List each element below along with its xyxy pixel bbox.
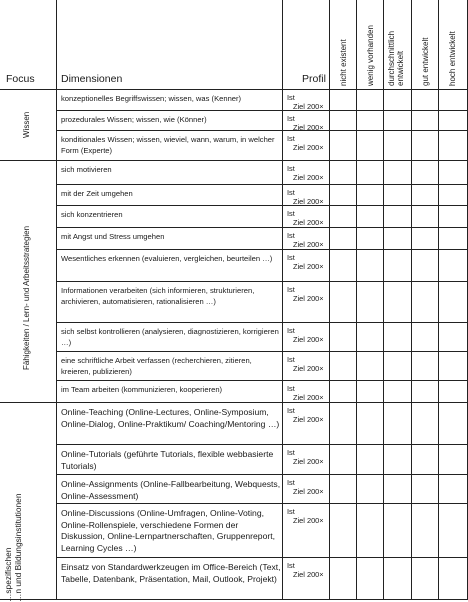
rating-cell[interactable]: [384, 161, 412, 185]
dimension-text: Informationen verarbeiten (sich informieren, strukturieren, archivieren, automatisieren, rationalisieren …): [61, 286, 255, 306]
rating-cell[interactable]: [384, 504, 412, 558]
profile-ziel: Ziel 200×: [293, 570, 324, 579]
dimension-text: Einsatz von Standardwerkzeugen im Office-Bereich (Text, Tabelle, Datenbank, Präsentation, Mail, Outlook, Projekt): [61, 562, 281, 584]
rating-cell[interactable]: [357, 161, 384, 185]
rating-cell[interactable]: [330, 445, 357, 475]
rating-cell[interactable]: [384, 323, 412, 352]
rating-cell[interactable]: [357, 475, 384, 504]
rating-cell[interactable]: [357, 558, 384, 600]
profile-ist: Ist: [287, 561, 295, 570]
header-level-label: durchschnittlich entwickelt: [387, 30, 405, 86]
header-focus: Focus: [6, 73, 35, 85]
rating-cell[interactable]: [439, 504, 468, 558]
dimension-text: Online-Teaching (Online-Lectures, Online-Symposium, Online-Dialog, Online-Praktikum/ Coaching/Mentoring …): [61, 407, 280, 429]
profile-labels: [287, 134, 324, 152]
dimension-text: Online-Discussions (Online-Umfragen, Online-Voting, Online-Rollenspiele, verschiedene Formen der Diskussion, Online-Lernpartnerschaften, Gruppenreport, Learning Cycles …): [61, 508, 276, 553]
rating-cell[interactable]: [412, 111, 439, 131]
header-profil: Profil: [302, 73, 326, 85]
profile-labels: [287, 164, 324, 182]
header-level-label: gut entwickelt: [421, 37, 430, 86]
rating-cell[interactable]: [384, 206, 412, 228]
rating-cell[interactable]: [439, 403, 468, 445]
rating-cell[interactable]: [330, 323, 357, 352]
rating-cell[interactable]: [439, 185, 468, 206]
rating-cell[interactable]: [384, 282, 412, 323]
dimension-text: mit der Zeit umgehen: [61, 189, 133, 198]
profile-ziel: Ziel 200×: [293, 102, 324, 111]
rating-cell[interactable]: [439, 445, 468, 475]
rating-cell[interactable]: [357, 206, 384, 228]
rating-cell[interactable]: [384, 381, 412, 403]
profile-ist: Ist: [287, 384, 295, 393]
rating-cell[interactable]: [330, 403, 357, 445]
rating-cell[interactable]: [412, 403, 439, 445]
rating-cell[interactable]: [330, 504, 357, 558]
rating-cell[interactable]: [357, 90, 384, 111]
profile-labels: [287, 561, 324, 579]
rating-cell[interactable]: [330, 90, 357, 111]
focus-group-label: …spezifischen …n und Bildungsinstitutionen: [3, 493, 23, 602]
rating-cell[interactable]: [439, 323, 468, 352]
rating-cell[interactable]: [439, 381, 468, 403]
rating-cell[interactable]: [412, 504, 439, 558]
dimension-text: Online-Assignments (Online-Fallbearbeitung, Webquests, Online-Assessment): [61, 479, 281, 501]
dimension-text: konzeptionelles Begriffswissen; wissen, was (Kenner): [61, 94, 242, 103]
rating-cell[interactable]: [384, 111, 412, 131]
rating-cell[interactable]: [384, 403, 412, 445]
profile-ziel: Ziel 200×: [293, 393, 324, 402]
profile-labels: [287, 253, 324, 271]
rating-cell[interactable]: [330, 228, 357, 250]
profile-ziel: Ziel 200×: [293, 516, 324, 525]
rating-cell[interactable]: [330, 282, 357, 323]
rating-cell[interactable]: [330, 558, 357, 600]
rating-cell[interactable]: [357, 504, 384, 558]
profile-ist: Ist: [287, 134, 295, 143]
rating-cell[interactable]: [412, 90, 439, 111]
profile-ist: Ist: [287, 253, 295, 262]
rating-cell[interactable]: [384, 131, 412, 161]
profile-labels: [287, 285, 324, 303]
rating-cell[interactable]: [330, 475, 357, 504]
rating-cell[interactable]: [357, 352, 384, 381]
rating-cell[interactable]: [412, 352, 439, 381]
rating-cell[interactable]: [330, 161, 357, 185]
rating-cell[interactable]: [439, 228, 468, 250]
rating-cell[interactable]: [384, 475, 412, 504]
dimension-text: eine schriftliche Arbeit verfassen (recherchieren, zitieren, kreieren, publizieren): [61, 356, 252, 376]
rating-cell[interactable]: [439, 206, 468, 228]
rating-cell[interactable]: [412, 381, 439, 403]
dimension-text: im Team arbeiten (kommunizieren, kooperieren): [61, 385, 223, 394]
rating-cell[interactable]: [412, 558, 439, 600]
profile-labels: [287, 507, 324, 525]
rating-cell[interactable]: [439, 475, 468, 504]
profile-labels: [287, 326, 324, 344]
profile-ist: Ist: [287, 406, 295, 415]
profile-labels: [287, 406, 324, 424]
rating-cell[interactable]: [357, 282, 384, 323]
profile-labels: [287, 355, 324, 373]
rating-cell[interactable]: [439, 111, 468, 131]
rating-cell[interactable]: [412, 161, 439, 185]
profile-ziel: Ziel 200×: [293, 240, 324, 249]
rating-cell[interactable]: [357, 445, 384, 475]
profile-ist: Ist: [287, 448, 295, 457]
rating-cell[interactable]: [357, 185, 384, 206]
rating-cell[interactable]: [357, 381, 384, 403]
rating-cell[interactable]: [384, 228, 412, 250]
rating-cell[interactable]: [439, 90, 468, 111]
rating-cell[interactable]: [384, 185, 412, 206]
rating-cell[interactable]: [357, 111, 384, 131]
rating-cell[interactable]: [384, 352, 412, 381]
rating-cell[interactable]: [384, 445, 412, 475]
rating-cell[interactable]: [357, 323, 384, 352]
rating-cell[interactable]: [330, 381, 357, 403]
dimension-text: mit Angst und Stress umgehen: [61, 232, 165, 241]
rating-cell[interactable]: [439, 131, 468, 161]
rating-cell[interactable]: [412, 228, 439, 250]
profile-ziel: Ziel 200×: [293, 364, 324, 373]
focus-group-label: Fähigkeiten / Lern- und Arbeitsstrategien: [22, 226, 31, 371]
rating-cell[interactable]: [412, 323, 439, 352]
header-level-label: nicht existent: [339, 39, 348, 86]
profile-ist: Ist: [287, 507, 295, 516]
profile-ist: Ist: [287, 231, 295, 240]
profile-ist: Ist: [287, 326, 295, 335]
rating-cell[interactable]: [412, 282, 439, 323]
profile-ziel: Ziel 200×: [293, 218, 324, 227]
dimension-text: Wesentliches erkennen (evaluieren, vergleichen, beurteilen …): [61, 254, 273, 263]
rating-cell[interactable]: [412, 475, 439, 504]
rating-cell[interactable]: [412, 206, 439, 228]
rating-cell[interactable]: [330, 206, 357, 228]
dimension-text: konditionales Wissen; wissen, wieviel, wann, warum, in welcher Form (Experte): [61, 135, 275, 155]
profile-labels: [287, 448, 324, 466]
profile-labels: [287, 231, 324, 249]
profile-ziel: Ziel 200×: [293, 335, 324, 344]
rating-cell[interactable]: [412, 131, 439, 161]
rating-cell[interactable]: [439, 352, 468, 381]
profile-ist: Ist: [287, 355, 295, 364]
rating-cell[interactable]: [330, 185, 357, 206]
profile-labels: [287, 478, 324, 496]
dimension-text: Online-Tutorials (geführte Tutorials, flexible webbasierte Tutorials): [61, 449, 274, 471]
profile-labels: [287, 209, 324, 227]
profile-ist: Ist: [287, 114, 295, 123]
rating-cell[interactable]: [439, 161, 468, 185]
rating-cell[interactable]: [439, 282, 468, 323]
profile-ziel: Ziel 200×: [293, 487, 324, 496]
profile-ziel: Ziel 200×: [293, 294, 324, 303]
rating-cell[interactable]: [330, 250, 357, 282]
profile-ziel: Ziel 200×: [293, 415, 324, 424]
rating-cell[interactable]: [384, 558, 412, 600]
dimension-text: sich konzentrieren: [61, 210, 123, 219]
rating-cell[interactable]: [330, 352, 357, 381]
profile-ist: Ist: [287, 209, 295, 218]
rating-cell[interactable]: [439, 558, 468, 600]
profile-labels: [287, 384, 324, 402]
dimension-text: sich motivieren: [61, 165, 112, 174]
profile-ziel: Ziel 200×: [293, 197, 324, 206]
rating-cell[interactable]: [412, 445, 439, 475]
rating-cell[interactable]: [412, 250, 439, 282]
profile-labels: [287, 188, 324, 206]
profile-ziel: Ziel 200×: [293, 457, 324, 466]
rating-cell[interactable]: [357, 250, 384, 282]
rating-cell[interactable]: [357, 403, 384, 445]
profile-labels: [287, 114, 324, 132]
dimension-text: sich selbst kontrollieren (analysieren, diagnostizieren, korrigieren …): [61, 327, 279, 347]
dimension-text: prozedurales Wissen; wissen, wie (Könner): [61, 115, 207, 124]
profile-ziel: Ziel 200×: [293, 173, 324, 182]
header-level-label: hoch entwickelt: [448, 31, 457, 86]
profile-labels: [287, 93, 324, 111]
rating-cell[interactable]: [357, 131, 384, 161]
header-level-label: wenig vorhanden: [366, 25, 375, 86]
focus-group-label: Wissen: [22, 112, 31, 139]
rating-cell[interactable]: [384, 90, 412, 111]
profile-ist: Ist: [287, 164, 295, 173]
profile-ist: Ist: [287, 285, 295, 294]
rating-cell[interactable]: [330, 111, 357, 131]
header-dimensionen: Dimensionen: [61, 73, 123, 85]
rating-cell[interactable]: [330, 131, 357, 161]
profile-ist: Ist: [287, 93, 295, 102]
profile-ist: Ist: [287, 188, 295, 197]
rating-cell[interactable]: [357, 228, 384, 250]
rating-cell[interactable]: [439, 250, 468, 282]
profile-ziel: Ziel 200×: [293, 123, 324, 132]
profile-ziel: Ziel 200×: [293, 143, 324, 152]
rating-cell[interactable]: [412, 185, 439, 206]
profile-ist: Ist: [287, 478, 295, 487]
profile-ziel: Ziel 200×: [293, 262, 324, 271]
rating-cell[interactable]: [384, 250, 412, 282]
